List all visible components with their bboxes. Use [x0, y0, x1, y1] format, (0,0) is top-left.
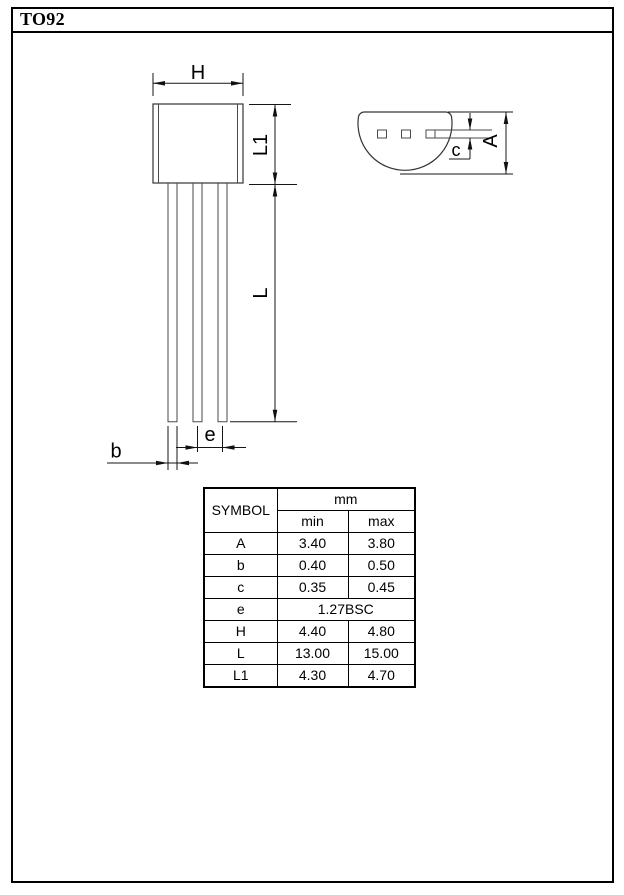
cell-symbol: L1 — [204, 665, 277, 688]
lead-1 — [168, 183, 177, 422]
table-row — [204, 599, 415, 621]
dimension-L — [230, 185, 297, 422]
header-min: min — [277, 511, 348, 533]
arrowhead-up-icon — [273, 185, 278, 197]
lead-2-section — [402, 130, 411, 138]
arrowhead-left-icon — [223, 445, 235, 450]
cell-min: 4.40 — [277, 621, 348, 643]
arrowhead-down-icon — [468, 119, 473, 131]
top-view — [358, 112, 492, 170]
cell-max: 4.70 — [348, 665, 415, 688]
dim-label-b: b — [110, 440, 122, 463]
table-header-row — [204, 488, 415, 511]
cell-symbol: H — [204, 621, 277, 643]
arrowhead-up-icon — [504, 112, 509, 124]
arrowhead-right-icon — [156, 461, 168, 466]
cell-symbol: e — [204, 599, 277, 621]
cell-max: 4.80 — [348, 621, 415, 643]
cell-max: 0.45 — [348, 577, 415, 599]
table-row — [204, 555, 415, 577]
header-max: max — [348, 511, 415, 533]
dim-label-H: H — [190, 62, 206, 84]
dim-label-L: L — [250, 287, 272, 299]
cell-merged-value: 1.27BSC — [277, 599, 415, 621]
cell-symbol: L — [204, 643, 277, 665]
cell-max: 15.00 — [348, 643, 415, 665]
front-view — [153, 104, 243, 422]
arrowhead-down-icon — [273, 173, 278, 185]
cell-min: 13.00 — [277, 643, 348, 665]
dim-label-A: A — [480, 134, 502, 148]
table-row — [204, 577, 415, 599]
cell-symbol: b — [204, 555, 277, 577]
cell-min: 4.30 — [277, 665, 348, 688]
package-outline-top — [358, 112, 452, 170]
cell-min: 3.40 — [277, 533, 348, 555]
arrowhead-left-icon — [153, 81, 165, 86]
dimension-L1 — [249, 105, 297, 185]
arrowhead-down-icon — [504, 162, 509, 174]
dimensions-table — [203, 487, 416, 688]
table-row — [204, 643, 415, 665]
arrowhead-right-icon — [231, 81, 243, 86]
arrowhead-up-icon — [273, 105, 278, 117]
table-row — [204, 665, 415, 688]
arrowhead-left-icon — [177, 461, 189, 466]
cell-symbol: A — [204, 533, 277, 555]
arrowhead-up-icon — [468, 138, 473, 150]
lead-3-section — [426, 130, 435, 138]
cell-min: 0.40 — [277, 555, 348, 577]
lead-3 — [218, 183, 227, 422]
lead-1-section — [378, 130, 387, 138]
dim-label-L1: L1 — [250, 133, 272, 157]
header-symbol: SYMBOL — [204, 488, 277, 533]
cell-min: 0.35 — [277, 577, 348, 599]
package-body — [153, 104, 243, 183]
page-title: TO92 — [20, 9, 65, 29]
table-row — [204, 533, 415, 555]
dimension-H — [153, 62, 243, 96]
table-row — [204, 621, 415, 643]
lead-2 — [193, 183, 202, 422]
dim-label-e: e — [204, 424, 216, 446]
header-unit: mm — [277, 488, 415, 511]
dim-label-c: c — [451, 140, 461, 160]
cell-symbol: c — [204, 577, 277, 599]
cell-max: 0.50 — [348, 555, 415, 577]
cell-max: 3.80 — [348, 533, 415, 555]
arrowhead-down-icon — [273, 410, 278, 422]
dimension-e — [176, 424, 246, 452]
arrowhead-right-icon — [186, 445, 198, 450]
